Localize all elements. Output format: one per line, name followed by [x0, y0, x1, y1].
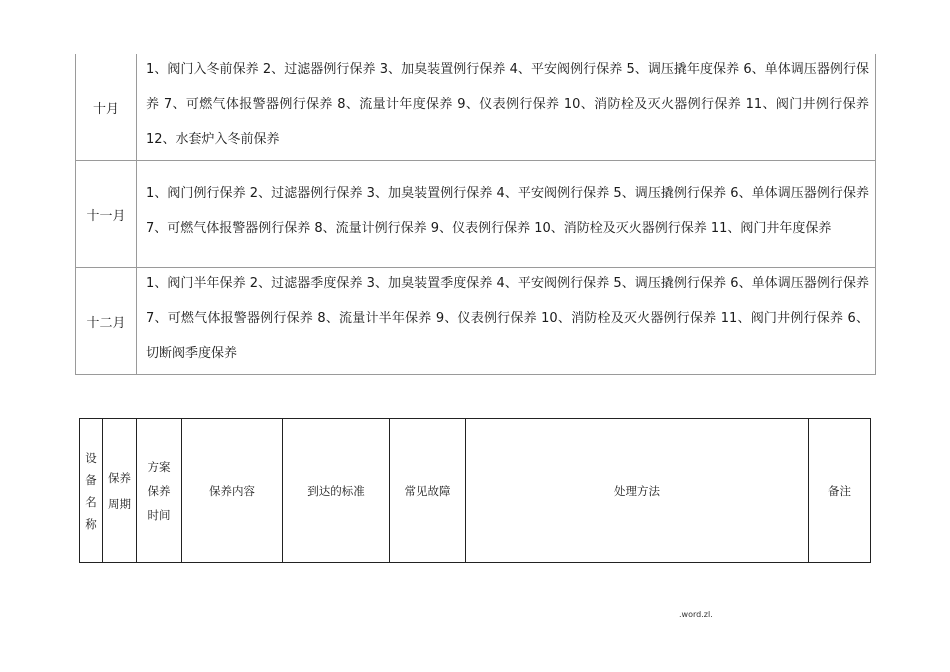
header-planned-time: 方案保养时间 [137, 419, 182, 563]
schedule-row [76, 161, 876, 268]
header-standard: 到达的标准 [283, 419, 390, 563]
content-cell [137, 161, 876, 268]
header-equipment-name: 设备名称 [80, 419, 103, 563]
content-text: 1、阀门半年保养 2、过滤器季度保养 3、加臭装置季度保养 4、平安阀例行保养 5、调压撬例行保养 6、单体调压器例行保养 7、可燃气体报警器例行保养 8、流量计半年保养 9、仪表例行保养 10、消防栓及灭火器例行保养 11、阀门井例行保养 6、切断阀季度保养 [146, 275, 869, 361]
header-remarks: 备注 [809, 419, 871, 563]
header-maintenance-content: 保养内容 [182, 419, 283, 563]
schedule-row [76, 54, 876, 161]
maintenance-schedule-table [75, 54, 876, 375]
month-cell: 十一月 [76, 161, 137, 268]
header-row [80, 419, 871, 563]
content-cell [137, 54, 876, 161]
schedule-row [76, 268, 876, 375]
month-cell: 十月 [76, 54, 137, 161]
content-text: 1、阀门例行保养 2、过滤器例行保养 3、加臭装置例行保养 4、平安阀例行保养 5、调压撬例行保养 6、单体调压器例行保养 7、可燃气体报警器例行保养 8、流量计例行保养 9、仪表例行保养 10、消防栓及灭火器例行保养 11、阀门井年度保养 [146, 186, 869, 236]
content-cell [137, 268, 876, 375]
content-text: 1、阀门入冬前保养 2、过滤器例行保养 3、加臭装置例行保养 4、平安阀例行保养 5、调压撬年度保养 6、单体调压器例行保养 7、可燃气体报警器例行保养 8、流量计年度保养 9、仪表例行保养 10、消防栓及灭火器例行保养 11、阀门井例行保养 12、水套炉入冬前保养 [146, 61, 869, 147]
header-common-faults: 常见故障 [390, 419, 466, 563]
page-footer: .word.zl. [679, 610, 713, 619]
header-maintenance-cycle: 保养周期 [103, 419, 137, 563]
header-handling-method: 处理方法 [466, 419, 809, 563]
equipment-header-table [79, 418, 871, 563]
month-cell: 十二月 [76, 268, 137, 375]
